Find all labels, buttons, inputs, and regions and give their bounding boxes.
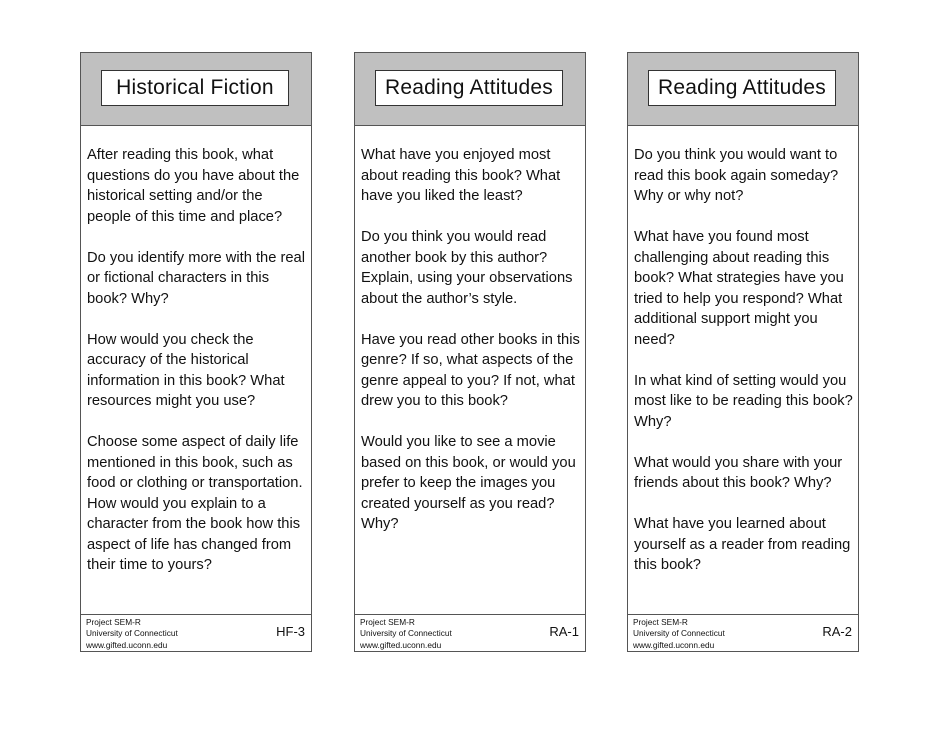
card-footer	[81, 614, 311, 651]
footer-project: Project SEM-R	[86, 617, 141, 627]
card-body	[87, 145, 307, 596]
footer-university: University of Connecticut	[360, 628, 452, 639]
question-paragraph: In what kind of setting would you most like to be reading this book? Why?	[634, 372, 853, 430]
footer-website: www.gifted.uconn.edu	[86, 639, 168, 650]
footer-university: University of Connecticut	[86, 628, 178, 639]
question-paragraph: Do you think you would want to read this book again someday? Why or why not?	[634, 147, 839, 204]
card-body	[634, 145, 854, 596]
question-paragraph: Do you think you would read another book by this author? Explain, using your observations about the author’s style.	[361, 229, 573, 307]
question-paragraph: Would you like to see a movie based on this book, or would you prefer to keep the images you created yourself as you read? Why?	[361, 434, 576, 532]
card-footer	[355, 614, 585, 651]
card-title: Reading Attitudes	[648, 70, 836, 106]
card-code: HF-3	[276, 624, 305, 639]
question-paragraph: Have you read other books in this genre? If so, what aspects of the genre appeal to you? If not, what drew you to this book?	[361, 331, 580, 409]
card-title: Historical Fiction	[101, 70, 289, 106]
bookmark-card-ra1	[354, 52, 586, 652]
question-paragraph: After reading this book, what questions do you have about the historical setting and/or the people of this time and place?	[87, 147, 300, 225]
question-paragraph: Do you identify more with the real or fictional characters in this book? Why?	[87, 249, 305, 307]
card-header	[628, 53, 858, 126]
question-paragraph: What have you found most challenging about reading this book? What strategies have you tried to help you respond? What additional support might you need?	[634, 229, 844, 348]
bookmark-card-hf3	[80, 52, 312, 652]
footer-project: Project SEM-R	[633, 617, 688, 627]
footer-university: University of Connecticut	[633, 628, 725, 639]
card-header	[355, 53, 585, 126]
card-header	[81, 53, 311, 126]
footer-project: Project SEM-R	[360, 617, 415, 627]
footer-website: www.gifted.uconn.edu	[633, 639, 715, 650]
card-title: Reading Attitudes	[375, 70, 563, 106]
card-body	[361, 145, 581, 555]
bookmark-card-ra2	[627, 52, 859, 652]
card-footer	[628, 614, 858, 651]
question-paragraph: Choose some aspect of daily life mentioned in this book, such as food or clothing or transportation. How would you explain to a character from the book how this aspect of life has changed from their time to yours?	[87, 434, 303, 573]
footer-credits	[86, 617, 178, 651]
footer-credits	[360, 617, 452, 651]
footer-website: www.gifted.uconn.edu	[360, 639, 442, 650]
question-paragraph: What would you share with your friends about this book? Why?	[634, 454, 843, 491]
question-paragraph: What have you enjoyed most about reading this book? What have you liked the least?	[361, 147, 561, 204]
card-code: RA-2	[822, 624, 852, 639]
question-paragraph: How would you check the accuracy of the historical information in this book? What resources might you use?	[87, 331, 285, 409]
footer-credits	[633, 617, 725, 651]
card-code: RA-1	[549, 624, 579, 639]
question-paragraph: What have you learned about yourself as a reader from reading this book?	[634, 516, 851, 573]
